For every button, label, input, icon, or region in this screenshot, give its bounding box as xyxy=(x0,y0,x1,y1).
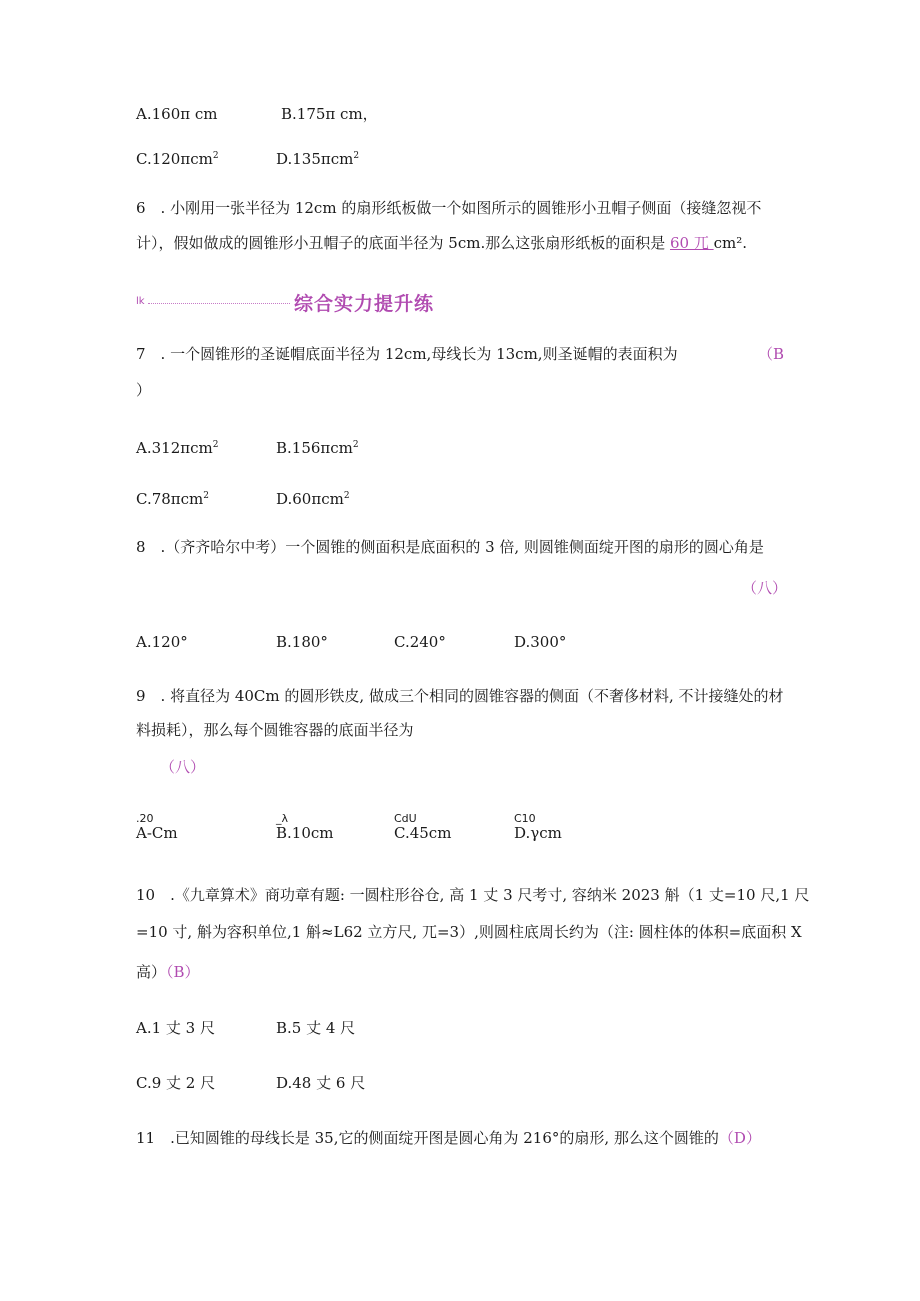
q5-option-d-text: D.135πcm xyxy=(276,150,354,168)
q7-option-d-sup: 2 xyxy=(343,491,350,501)
q6-answer: 60 兀 xyxy=(669,234,714,252)
q8-line-1: 8 .（齐齐哈尔中考）一个圆锥的侧面积是底面积的 3 倍, 则圆锥侧面绽开图的扇形的圆心角是 xyxy=(136,538,764,556)
q7-option-b-sup: 2 xyxy=(352,440,359,450)
q8-option-a: A.120° xyxy=(136,633,188,651)
q10-answer: （B） xyxy=(166,963,200,981)
q10-line-3-text: 高） xyxy=(136,963,167,981)
q11-line-1-text: 11 .已知圆锥的母线长是 35,它的侧面绽开图是圆心角为 216°的扇形, 那么这个圆锥的 xyxy=(136,1129,719,1147)
q10-option-d: D.48 丈 6 尺 xyxy=(276,1074,366,1092)
q7-option-c-text: C.78πcm xyxy=(136,490,204,508)
q5-option-d xyxy=(276,146,359,169)
q7-line-1: 7 . 一个圆锥形的圣诞帽底面半径为 12cm,母线长为 13cm,则圣诞帽的表面积为 xyxy=(136,345,678,363)
section-divider xyxy=(148,303,290,304)
q8-option-c: C.240° xyxy=(394,633,446,651)
q10-line-2: =10 寸, 斛为容积单位,1 斛≈L62 立方尺, 兀=3）,则圆柱底周长约为（注: 圆柱体的体积=底面积 X xyxy=(136,923,802,941)
q9-option-b-top: _λ xyxy=(276,812,289,825)
section-mark: lk xyxy=(136,296,145,307)
q9-line-1: 9 . 将直径为 40Cm 的圆形铁皮, 做成三个相同的圆锥容器的侧面（不奢侈材料, 不计接缝处的材 xyxy=(136,687,784,705)
q5-option-b: B.175π cm， xyxy=(281,105,378,123)
q6-line-2 xyxy=(136,233,747,253)
q8-option-d: D.300° xyxy=(514,633,567,651)
q9-line-2: 料损耗），那么每个圆锥容器的底面半径为 xyxy=(136,721,414,739)
q5-option-c xyxy=(136,146,219,169)
q11-answer: （D） xyxy=(718,1129,761,1147)
q9-option-b: B.10cm xyxy=(276,824,334,842)
q6-line-2-text: 计），假如做成的圆锥形小丑帽子的底面半径为 5cm.那么这张扇形纸板的面积是 xyxy=(136,234,670,252)
q5-option-a: A.160π cm xyxy=(136,105,218,123)
q7-answer: （B xyxy=(758,345,785,363)
q10-line-3 xyxy=(136,962,200,982)
q7-option-c-sup: 2 xyxy=(203,491,210,501)
q7-option-a-sup: 2 xyxy=(212,440,219,450)
q10-option-a: A.1 丈 3 尺 xyxy=(136,1019,215,1037)
q7-option-b-text: B.156πcm xyxy=(276,439,353,457)
q9-option-c-top: CdU xyxy=(394,812,417,825)
q7-option-c xyxy=(136,486,209,509)
q8-answer: （八） xyxy=(742,579,788,597)
q10-option-b: B.5 丈 4 尺 xyxy=(276,1019,356,1037)
q5-option-d-sup: 2 xyxy=(353,151,360,161)
q10-option-c: C.9 丈 2 尺 xyxy=(136,1074,216,1092)
q7-option-d xyxy=(276,486,350,509)
q9-option-a: A-Cm xyxy=(136,824,178,842)
q7-option-b xyxy=(276,435,359,458)
q7-option-a-text: A.312πcm xyxy=(136,439,213,457)
q5-option-c-text: C.120πcm xyxy=(136,150,213,168)
q9-option-d-top: C10 xyxy=(514,812,536,825)
q5-option-c-sup: 2 xyxy=(212,151,219,161)
q11-line-1 xyxy=(136,1128,761,1148)
q10-line-1: 10 .《九章算术》商功章有题: 一圆柱形谷仓, 高 1 丈 3 尺考寸, 容纳米 2023 斛（1 丈=10 尺,1 尺 xyxy=(136,886,810,904)
q6-line-1: 6 . 小刚用一张半径为 12cm 的扇形纸板做一个如图所示的圆锥形小丑帽子侧面（接缝忽视不 xyxy=(136,199,762,217)
q9-option-a-top: .20 xyxy=(136,812,154,825)
q7-line-2: ） xyxy=(136,381,152,399)
q9-answer: （八） xyxy=(160,758,206,776)
q8-option-b: B.180° xyxy=(276,633,328,651)
q7-option-a xyxy=(136,435,218,458)
q9-option-c: C.45cm xyxy=(394,824,452,842)
q6-unit: cm². xyxy=(713,234,748,252)
q9-option-d: D.γcm xyxy=(514,824,562,842)
q7-option-d-text: D.60πcm xyxy=(276,490,344,508)
section-title: 综合实力提升练 xyxy=(294,293,435,315)
